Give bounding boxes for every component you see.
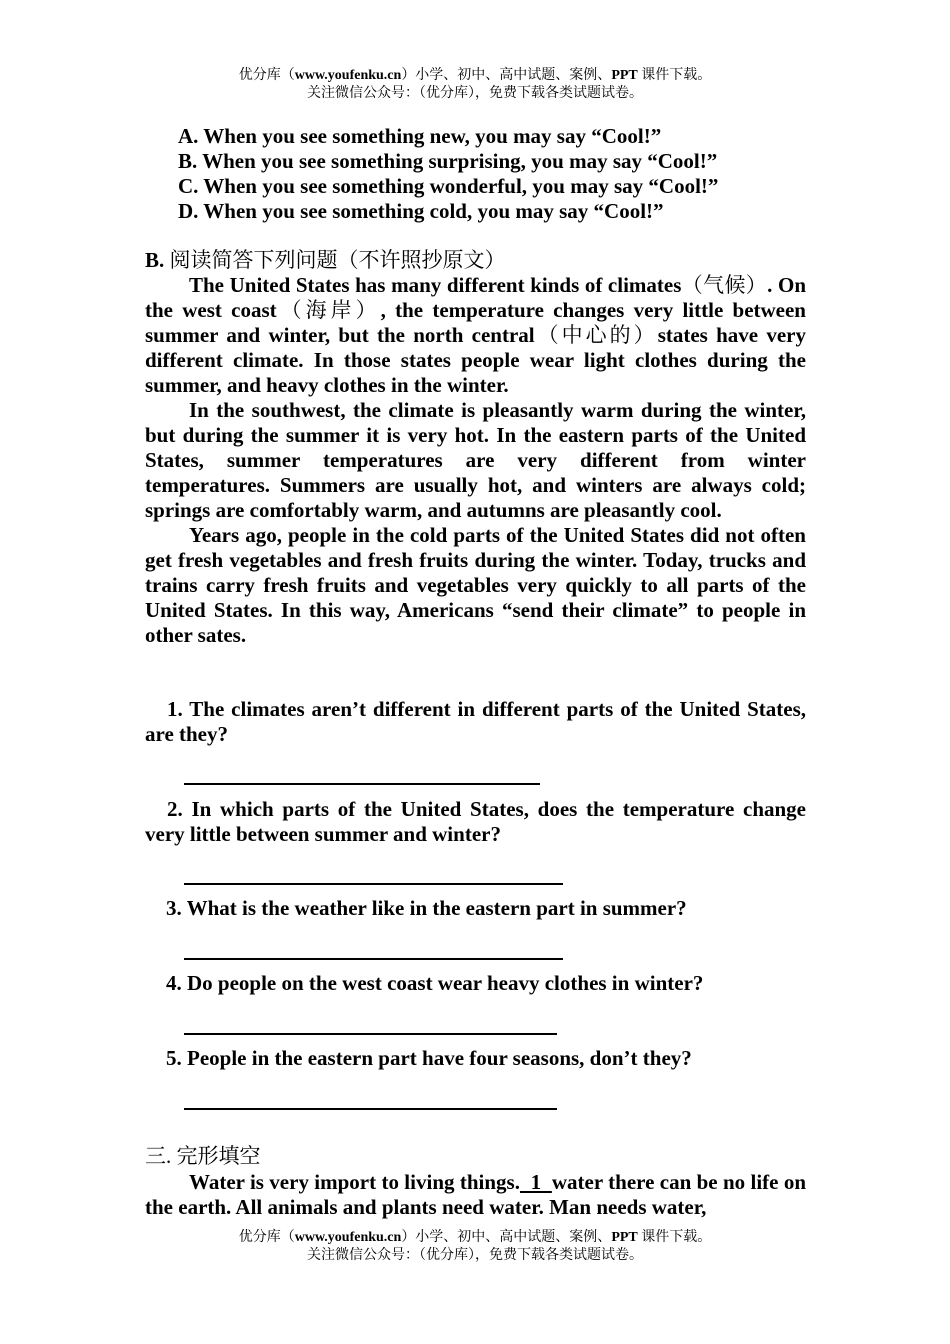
- reading-passage: [145, 273, 806, 648]
- footer-line-1: 优分库（www.youfenku.cn）小学、初中、高中试题、案例、PPT 课件下载。: [238, 1230, 712, 1245]
- cloze-paragraph: Water is very import to living things. 1 water there can be no life on the earth. All animals and plants need water. Man needs water,: [145, 1170, 806, 1219]
- cloze-passage: [145, 1170, 806, 1220]
- question-2: 2. In which parts of the United States, does the temperature change very little between summer and winter?: [145, 797, 806, 846]
- answer-options: [178, 124, 718, 224]
- passage-paragraph-3: Years ago, people in the cold parts of the United States did not often get fresh vegetables and fresh fruits during the winter. Today, trucks and trains carry fresh fruits and vegetables very quickly to all parts of the United States. In this way, Americans “send their climate” to people in other sates.: [145, 523, 806, 647]
- section-3-heading: 三. 完形填空: [145, 1144, 261, 1168]
- passage-paragraph-2: In the southwest, the climate is pleasantly warm during the winter, but during the summer it is very hot. In the eastern parts of the United States, summer temperatures are very different from winter temperatures. Summers are usually hot, and winters are always cold; springs are comfortably warm, and autumns are pleasantly cool.: [145, 398, 806, 522]
- option-b: B. When you see something surprising, you may say “Cool!”: [178, 149, 718, 173]
- option-d: D. When you see something cold, you may say “Cool!”: [178, 199, 664, 223]
- section-b-heading: B. 阅读简答下列问题（不许照抄原文）: [145, 248, 506, 272]
- answer-blank-3[interactable]: [184, 958, 563, 960]
- header-line-2: 关注微信公众号：（优分库），免费下载各类试题试卷。: [307, 86, 643, 101]
- question-4: 4. Do people on the west coast wear heavy clothes in winter?: [166, 971, 704, 995]
- option-a: A. When you see something new, you may say “Cool!”: [178, 124, 662, 148]
- page-footer: [0, 1229, 950, 1265]
- footer-site-url: www.youfenku.cn: [294, 1230, 402, 1245]
- answer-blank-4[interactable]: [184, 1033, 557, 1035]
- answer-blank-5[interactable]: [184, 1108, 557, 1110]
- answer-blank-2[interactable]: [184, 883, 563, 885]
- cloze-blank-1: 1: [519, 1170, 552, 1194]
- question-5: 5. People in the eastern part have four seasons, don’t they?: [166, 1046, 692, 1070]
- page-header: [0, 67, 950, 103]
- header-site-url: www.youfenku.cn: [294, 68, 402, 83]
- footer-line-2: 关注微信公众号：（优分库），免费下载各类试题试卷。: [307, 1248, 643, 1263]
- question-3: 3. What is the weather like in the eastern part in summer?: [166, 896, 687, 920]
- header-line-1: 优分库（www.youfenku.cn）小学、初中、高中试题、案例、PPT 课件下载。: [238, 68, 712, 83]
- option-c: C. When you see something wonderful, you may say “Cool!”: [178, 174, 719, 198]
- answer-blank-1[interactable]: [184, 783, 540, 785]
- question-1: 1. The climates aren’t different in different parts of the United States, are they?: [145, 697, 806, 746]
- passage-paragraph-1: The United States has many different kinds of climates（气候）. On the west coast（海岸）, the temperature changes very little between summer and winter, but the north central（中心的）states have very different climate. In those states people wear light clothes during the summer, and heavy clothes in the winter.: [145, 273, 807, 397]
